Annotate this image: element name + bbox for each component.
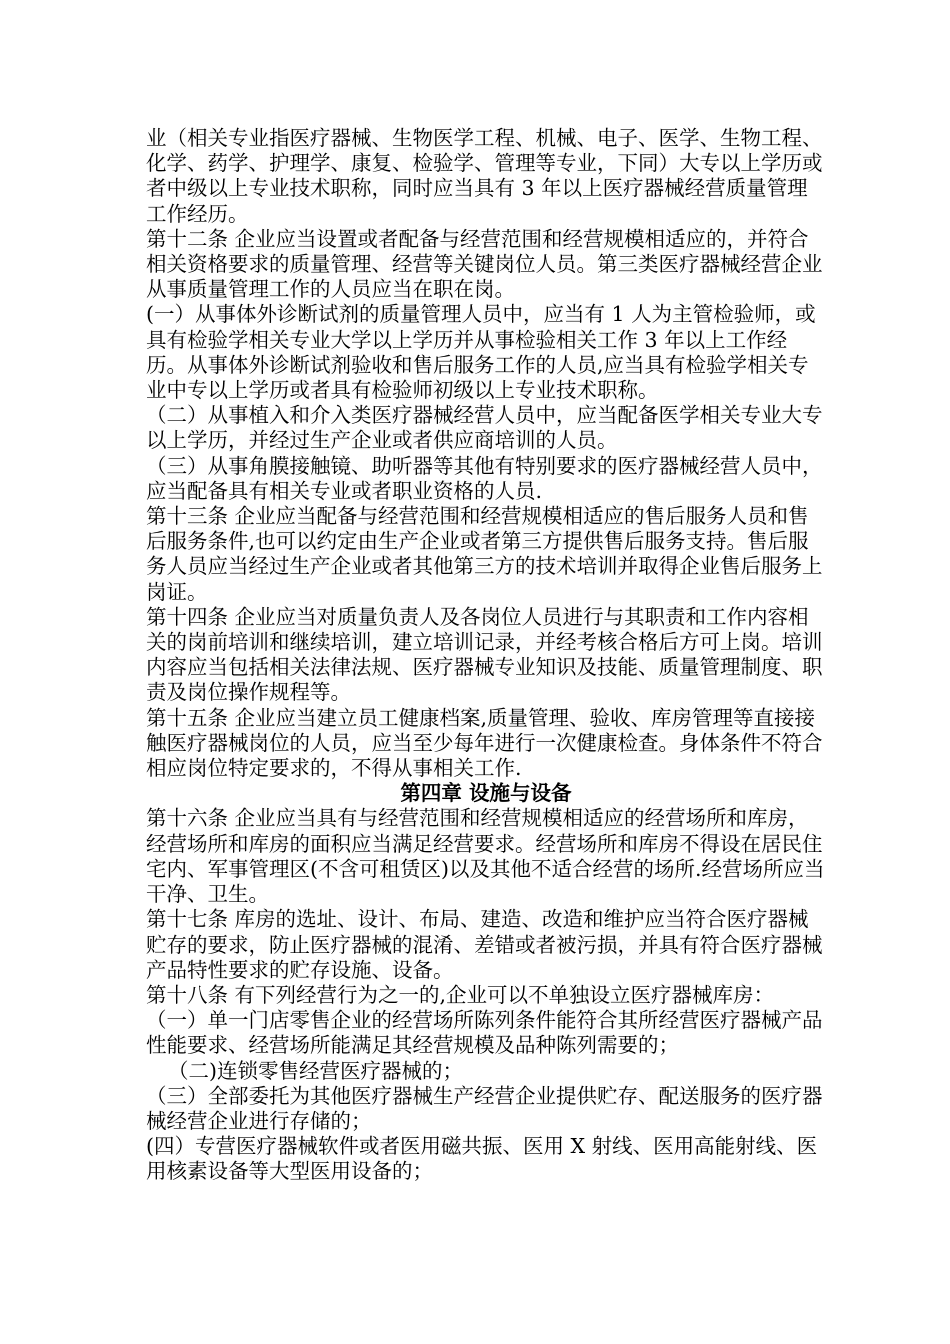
paragraph-article-16: 第十六条 企业应当具有与经营范围和经营规模相适应的经营场所和库房，经营场所和库房的面积应当满足经营要求。经营场所和库房不得设在居民住宅内、军事管理区(不含可租赁区)以及其他不适合经营的场所.经营场所应当干净、卫生。: [146, 806, 825, 907]
document-page: [146, 126, 826, 1185]
paragraph-article-15: 第十五条 企业应当建立员工健康档案,质量管理、验收、库房管理等直接接触医疗器械岗位的人员，应当至少每年进行一次健康检查。身体条件不符合相应岗位特定要求的，不得从事相关工作.: [146, 705, 823, 781]
paragraph-article-12-item-3: （三）从事角膜接触镜、助听器等其他有特别要求的医疗器械经营人员中，应当配备具有相关专业或者职业资格的人员.: [146, 453, 823, 503]
paragraph-article-18-item-1: （一）单一门店零售企业的经营场所陈列条件能符合其所经营医疗器械产品性能要求、经营场所能满足其经营规模及品种陈列需要的；: [146, 1008, 823, 1058]
paragraph-article-14: 第十四条 企业应当对质量负责人及各岗位人员进行与其职责和工作内容相关的岗前培训和继续培训，建立培训记录，并经考核合格后方可上岗。培训内容应当包括相关法律法规、医疗器械专业知识及技能、质量管理制度、职责及岗位操作规程等。: [146, 604, 823, 705]
paragraph-article-18-item-3: （三）全部委托为其他医疗器械生产经营企业提供贮存、配送服务的医疗器械经营企业进行存储的；: [146, 1083, 823, 1133]
paragraph-article-18-item-4: (四）专营医疗器械软件或者医用磁共振、医用 X 射线、医用高能射线、医用核素设备等大型医用设备的；: [146, 1134, 818, 1184]
paragraph-article-13: 第十三条 企业应当配备与经营范围和经营规模相适应的售后服务人员和售后服务条件,也可以约定由生产企业或者第三方提供售后服务支持。售后服务人员应当经过生产企业或者其他第三方的技术培训并取得企业售后服务上岗证。: [146, 504, 823, 604]
paragraph-article-18: 第十八条 有下列经营行为之一的,企业可以不单独设立医疗器械库房：: [146, 982, 775, 1007]
paragraph-article-12-item-1: (一）从事体外诊断试剂的质量管理人员中，应当有 1 人为主管检验师，或具有检验学相关专业大学以上学历并从事检验相关工作 3 年以上工作经历。从事体外诊断试剂验收和售后服务工作的人员,应当具有检验学相关专业中专以上学历或者具有检验师初级以上专业技术职称。: [146, 302, 816, 403]
paragraph-article-12-item-2: （二）从事植入和介入类医疗器械经营人员中，应当配备医学相关专业大专以上学历，并经过生产企业或者供应商培训的人员。: [146, 403, 823, 453]
paragraph-qualification-continued: 业（相关专业指医疗器械、生物医学工程、机械、电子、医学、生物工程、化学、药学、护理学、康复、检验学、管理等专业，下同）大专以上学历或者中级以上专业技术职称，同时应当具有 3 年以上医疗器械经营质量管理工作经历。: [146, 126, 823, 226]
chapter-title: 第四章 设施与设备: [400, 781, 572, 806]
paragraph-article-18-item-2: （二)连锁零售经营医疗器械的；: [168, 1058, 463, 1083]
paragraph-article-17: 第十七条 库房的选址、设计、布局、建造、改造和维护应当符合医疗器械贮存的要求，防止医疗器械的混淆、差错或者被污损，并具有符合医疗器械产品特性要求的贮存设施、设备。: [146, 907, 823, 982]
paragraph-article-12: 第十二条 企业应当设置或者配备与经营范围和经营规模相适应的，并符合相关资格要求的质量管理、经营等关键岗位人员。第三类医疗器械经营企业从事质量管理工作的人员应当在职在岗。: [146, 226, 823, 302]
